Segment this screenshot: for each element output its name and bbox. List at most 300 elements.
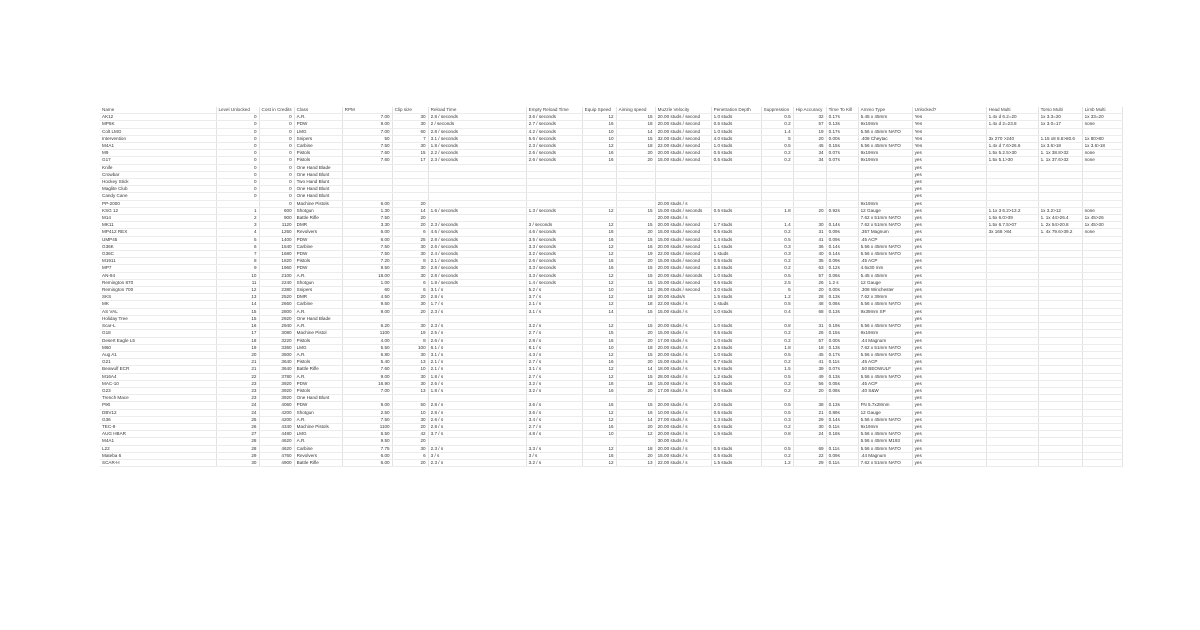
- table-cell[interactable]: 5.56 x 45mm NATO: [858, 128, 912, 135]
- table-cell[interactable]: 4.6 / seconds: [428, 229, 526, 236]
- table-cell[interactable]: 15: [616, 279, 655, 286]
- table-cell[interactable]: Yes: [912, 121, 986, 128]
- column-header[interactable]: Penetration Depth: [711, 107, 761, 114]
- table-cell[interactable]: 0: [259, 171, 294, 178]
- table-cell[interactable]: 15: [616, 308, 655, 315]
- table-cell[interactable]: 12: [582, 272, 616, 279]
- table-cell[interactable]: 19: [216, 344, 259, 351]
- table-cell[interactable]: 7: [216, 251, 259, 258]
- table-cell[interactable]: 0.5 studs: [711, 445, 761, 452]
- table-cell[interactable]: 4: [216, 229, 259, 236]
- table-cell[interactable]: [858, 164, 912, 171]
- table-cell[interactable]: [1038, 402, 1082, 409]
- table-cell[interactable]: 24: [216, 402, 259, 409]
- table-cell[interactable]: [1082, 416, 1122, 423]
- table-cell[interactable]: [1082, 366, 1122, 373]
- table-cell[interactable]: [711, 186, 761, 193]
- table-cell[interactable]: [1038, 265, 1082, 272]
- table-cell[interactable]: 0: [259, 200, 294, 207]
- table-cell[interactable]: yes: [912, 258, 986, 265]
- table-cell[interactable]: [1082, 243, 1122, 250]
- table-cell[interactable]: [1038, 308, 1082, 315]
- table-cell[interactable]: 30: [392, 373, 428, 380]
- table-cell[interactable]: [428, 171, 526, 178]
- table-cell[interactable]: 0.2: [761, 330, 793, 337]
- table-cell[interactable]: [616, 395, 655, 402]
- table-cell[interactable]: 30: [392, 301, 428, 308]
- table-cell[interactable]: 15.00 studs / second: [655, 157, 711, 164]
- table-cell[interactable]: 9.00: [342, 308, 392, 315]
- table-cell[interactable]: [1038, 294, 1082, 301]
- table-cell[interactable]: 1.2: [761, 294, 793, 301]
- table-cell[interactable]: 30: [392, 272, 428, 279]
- table-cell[interactable]: One Hand Blunt: [294, 171, 342, 178]
- table-cell[interactable]: 3.5 / seconds: [526, 236, 582, 243]
- table-cell[interactable]: 5.56 x 45mm NATO: [858, 243, 912, 250]
- table-cell[interactable]: Crowbar: [100, 171, 216, 178]
- table-cell[interactable]: [428, 200, 526, 207]
- table-cell[interactable]: 3.2 / s: [526, 459, 582, 466]
- table-cell[interactable]: 0.17s: [826, 351, 858, 358]
- table-cell[interactable]: [428, 186, 526, 193]
- table-cell[interactable]: 22.00 studs / second: [655, 143, 711, 150]
- table-cell[interactable]: 20.00 studs / second: [655, 128, 711, 135]
- table-cell[interactable]: yes: [912, 359, 986, 366]
- table-cell[interactable]: 3920: [259, 380, 294, 387]
- table-cell[interactable]: 6: [392, 229, 428, 236]
- table-cell[interactable]: [216, 200, 259, 207]
- table-cell[interactable]: [986, 308, 1038, 315]
- table-cell[interactable]: [392, 186, 428, 193]
- table-cell[interactable]: [986, 395, 1038, 402]
- table-cell[interactable]: 41: [793, 359, 826, 366]
- table-cell[interactable]: .40 S&W: [858, 387, 912, 394]
- table-cell[interactable]: 3.1 / seconds: [428, 135, 526, 142]
- table-cell[interactable]: [582, 395, 616, 402]
- table-cell[interactable]: 0.11s: [826, 359, 858, 366]
- table-cell[interactable]: 8: [216, 258, 259, 265]
- table-cell[interactable]: [761, 215, 793, 222]
- table-cell[interactable]: 15.00 studs / s: [655, 380, 711, 387]
- table-cell[interactable]: 16: [582, 423, 616, 430]
- table-cell[interactable]: 15: [392, 150, 428, 157]
- table-cell[interactable]: 1.4: [761, 128, 793, 135]
- table-cell[interactable]: yes: [912, 272, 986, 279]
- table-cell[interactable]: 1.3 studs: [711, 416, 761, 423]
- table-cell[interactable]: 0.14s: [826, 222, 858, 229]
- table-cell[interactable]: [1082, 193, 1122, 200]
- table-cell[interactable]: [1038, 301, 1082, 308]
- table-cell[interactable]: 2.3 / seconds: [428, 157, 526, 164]
- table-cell[interactable]: 2.1 / s: [428, 359, 526, 366]
- table-cell[interactable]: 28: [216, 445, 259, 452]
- table-cell[interactable]: 2.6 / seconds: [526, 150, 582, 157]
- table-cell[interactable]: 2.8 / seconds: [428, 114, 526, 121]
- table-cell[interactable]: 20.00 studs / second: [655, 114, 711, 121]
- table-cell[interactable]: 20: [392, 438, 428, 445]
- table-cell[interactable]: 0.06s: [826, 272, 858, 279]
- table-cell[interactable]: 3500: [259, 351, 294, 358]
- table-cell[interactable]: 30: [392, 265, 428, 272]
- table-cell[interactable]: [1038, 193, 1082, 200]
- table-cell[interactable]: [1082, 272, 1122, 279]
- table-cell[interactable]: 0: [216, 135, 259, 142]
- table-cell[interactable]: One Hand Blunt: [294, 193, 342, 200]
- table-cell[interactable]: [986, 351, 1038, 358]
- table-cell[interactable]: [711, 164, 761, 171]
- table-cell[interactable]: 6.00: [342, 452, 392, 459]
- table-cell[interactable]: [616, 193, 655, 200]
- table-cell[interactable]: 39: [793, 366, 826, 373]
- table-cell[interactable]: [793, 186, 826, 193]
- table-cell[interactable]: yes: [912, 279, 986, 286]
- table-cell[interactable]: 0.2: [761, 150, 793, 157]
- table-cell[interactable]: 6: [216, 243, 259, 250]
- table-cell[interactable]: Pistols: [294, 337, 342, 344]
- table-cell[interactable]: 20: [616, 229, 655, 236]
- table-cell[interactable]: 0.5: [761, 236, 793, 243]
- table-cell[interactable]: LMG: [294, 431, 342, 438]
- table-cell[interactable]: 19: [392, 330, 428, 337]
- table-cell[interactable]: 1 studs: [711, 301, 761, 308]
- table-cell[interactable]: 20: [392, 215, 428, 222]
- table-cell[interactable]: yes: [912, 308, 986, 315]
- table-cell[interactable]: [711, 179, 761, 186]
- table-cell[interactable]: 18.00 studs / s: [655, 366, 711, 373]
- table-cell[interactable]: AN-94: [100, 272, 216, 279]
- table-cell[interactable]: 11: [216, 279, 259, 286]
- table-cell[interactable]: yes: [912, 351, 986, 358]
- table-cell[interactable]: M4A1: [100, 143, 216, 150]
- column-header[interactable]: Class: [294, 107, 342, 114]
- table-cell[interactable]: 3.3 / seconds: [526, 243, 582, 250]
- table-cell[interactable]: 5.56 x 45mm M193: [858, 438, 912, 445]
- table-cell[interactable]: 15.00 studs / second: [655, 229, 711, 236]
- table-cell[interactable]: 16: [582, 265, 616, 272]
- table-cell[interactable]: 22: [793, 452, 826, 459]
- table-cell[interactable]: 15.00 studs / s: [655, 452, 711, 459]
- table-cell[interactable]: [1038, 200, 1082, 207]
- table-cell[interactable]: [582, 193, 616, 200]
- table-cell[interactable]: [826, 438, 858, 445]
- table-cell[interactable]: 1x 3.6>18: [1038, 143, 1082, 150]
- table-cell[interactable]: 20: [392, 294, 428, 301]
- table-cell[interactable]: 10: [582, 344, 616, 351]
- table-cell[interactable]: M60: [100, 344, 216, 351]
- table-cell[interactable]: DMR: [294, 294, 342, 301]
- table-cell[interactable]: Shotgun: [294, 207, 342, 214]
- table-cell[interactable]: 45: [793, 143, 826, 150]
- table-cell[interactable]: 5.56 x 45mm NATO: [858, 143, 912, 150]
- table-cell[interactable]: none: [1082, 157, 1122, 164]
- table-cell[interactable]: [1082, 265, 1122, 272]
- table-cell[interactable]: 0.09s: [826, 452, 858, 459]
- table-cell[interactable]: 18: [616, 121, 655, 128]
- table-cell[interactable]: 3.1 / s: [526, 308, 582, 315]
- table-cell[interactable]: [1082, 330, 1122, 337]
- table-cell[interactable]: 30: [392, 121, 428, 128]
- table-cell[interactable]: M14: [100, 215, 216, 222]
- table-cell[interactable]: [986, 279, 1038, 286]
- table-cell[interactable]: 17: [216, 330, 259, 337]
- table-cell[interactable]: 3.2 / s: [526, 380, 582, 387]
- table-cell[interactable]: 5.6 / seconds: [526, 135, 582, 142]
- table-cell[interactable]: 5.56 x 45mm NATO: [858, 373, 912, 380]
- table-cell[interactable]: 0: [259, 186, 294, 193]
- table-cell[interactable]: 2.5: [761, 279, 793, 286]
- table-cell[interactable]: MAC-10: [100, 380, 216, 387]
- table-cell[interactable]: 4.3 / s: [526, 351, 582, 358]
- table-cell[interactable]: 0.2: [761, 423, 793, 430]
- table-cell[interactable]: 20.00 studs / s: [655, 431, 711, 438]
- table-cell[interactable]: [1038, 409, 1082, 416]
- table-cell[interactable]: 15.00 studs / second: [655, 279, 711, 286]
- table-cell[interactable]: 0.5 studs: [711, 409, 761, 416]
- table-cell[interactable]: 7.62 x 51mm NATO: [858, 222, 912, 229]
- table-cell[interactable]: 900: [259, 215, 294, 222]
- table-cell[interactable]: [1038, 416, 1082, 423]
- table-cell[interactable]: yes: [912, 330, 986, 337]
- table-cell[interactable]: One Hand Blunt: [294, 395, 342, 402]
- table-cell[interactable]: [526, 186, 582, 193]
- table-cell[interactable]: [1082, 395, 1122, 402]
- table-cell[interactable]: 0: [259, 114, 294, 121]
- table-cell[interactable]: 12 Gauge: [858, 207, 912, 214]
- table-cell[interactable]: G36C: [100, 251, 216, 258]
- table-cell[interactable]: 0.15s: [826, 330, 858, 337]
- table-cell[interactable]: 20.00 studs / s: [655, 323, 711, 330]
- table-cell[interactable]: 0.5 studs: [711, 279, 761, 286]
- table-cell[interactable]: .357 Magnum: [858, 229, 912, 236]
- table-cell[interactable]: 1x 45>30: [1082, 222, 1122, 229]
- table-cell[interactable]: 32.00 studs / second: [655, 135, 711, 142]
- table-cell[interactable]: [582, 164, 616, 171]
- table-cell[interactable]: 0: [259, 193, 294, 200]
- column-header[interactable]: RPM: [342, 107, 392, 114]
- table-cell[interactable]: MP5K: [100, 121, 216, 128]
- table-cell[interactable]: P90: [100, 402, 216, 409]
- table-cell[interactable]: 3.1 / s: [428, 287, 526, 294]
- table-cell[interactable]: yes: [912, 215, 986, 222]
- table-cell[interactable]: 22.00 studs / s: [655, 459, 711, 466]
- table-cell[interactable]: [986, 301, 1038, 308]
- table-cell[interactable]: Machine Pistol: [294, 330, 342, 337]
- table-cell[interactable]: [1038, 387, 1082, 394]
- table-cell[interactable]: LMG: [294, 344, 342, 351]
- column-header[interactable]: Reload Time: [428, 107, 526, 114]
- table-cell[interactable]: [986, 366, 1038, 373]
- table-cell[interactable]: 5.56 x 45mm NATO: [858, 251, 912, 258]
- table-cell[interactable]: 2.7 / s: [526, 359, 582, 366]
- table-cell[interactable]: [616, 215, 655, 222]
- table-cell[interactable]: 1.0 studs: [711, 272, 761, 279]
- table-cell[interactable]: 1.5x 6.0>39: [986, 215, 1038, 222]
- table-cell[interactable]: Pistols: [294, 150, 342, 157]
- table-cell[interactable]: 4480: [259, 431, 294, 438]
- table-cell[interactable]: 0: [216, 186, 259, 193]
- table-cell[interactable]: 1.4: [761, 222, 793, 229]
- table-cell[interactable]: 20: [616, 387, 655, 394]
- table-cell[interactable]: A.R.: [294, 308, 342, 315]
- table-cell[interactable]: [858, 315, 912, 322]
- table-cell[interactable]: 16: [582, 359, 616, 366]
- column-header[interactable]: Torso Multi: [1038, 107, 1082, 114]
- table-cell[interactable]: 20: [616, 330, 655, 337]
- table-cell[interactable]: 27: [216, 431, 259, 438]
- table-cell[interactable]: Machine Pistols: [294, 423, 342, 430]
- table-cell[interactable]: 0.2: [761, 387, 793, 394]
- table-cell[interactable]: 32: [793, 114, 826, 121]
- table-cell[interactable]: yes: [912, 459, 986, 466]
- table-cell[interactable]: 24: [216, 409, 259, 416]
- table-cell[interactable]: Snipers: [294, 287, 342, 294]
- table-cell[interactable]: [826, 315, 858, 322]
- table-cell[interactable]: 13: [392, 387, 428, 394]
- table-cell[interactable]: [655, 179, 711, 186]
- table-cell[interactable]: 4200: [259, 416, 294, 423]
- table-cell[interactable]: yes: [912, 315, 986, 322]
- table-cell[interactable]: AS VAL: [100, 308, 216, 315]
- table-cell[interactable]: 5.50: [342, 344, 392, 351]
- table-cell[interactable]: 16: [582, 236, 616, 243]
- table-cell[interactable]: .408 Cheytac: [858, 135, 912, 142]
- table-cell[interactable]: G36: [100, 416, 216, 423]
- table-cell[interactable]: 12: [616, 431, 655, 438]
- table-cell[interactable]: 2.3 / s: [428, 459, 526, 466]
- table-cell[interactable]: 16: [582, 121, 616, 128]
- table-cell[interactable]: yes: [912, 431, 986, 438]
- table-cell[interactable]: 20.00 studs / second: [655, 150, 711, 157]
- table-cell[interactable]: 30: [392, 251, 428, 258]
- table-cell[interactable]: 1.8: [761, 344, 793, 351]
- table-cell[interactable]: 22.00 studs / s: [655, 301, 711, 308]
- table-cell[interactable]: 2100: [259, 272, 294, 279]
- table-cell[interactable]: yes: [912, 294, 986, 301]
- table-cell[interactable]: 0.11s: [826, 459, 858, 466]
- table-cell[interactable]: 15.00 studs / s: [655, 308, 711, 315]
- table-cell[interactable]: 1.4x d 6.2=20: [986, 114, 1038, 121]
- table-cell[interactable]: 12: [582, 243, 616, 250]
- table-cell[interactable]: [392, 171, 428, 178]
- table-cell[interactable]: 12: [582, 373, 616, 380]
- table-cell[interactable]: [826, 186, 858, 193]
- table-cell[interactable]: 0.13s: [826, 402, 858, 409]
- table-cell[interactable]: 20.00 studs / second: [655, 121, 711, 128]
- table-cell[interactable]: [1038, 366, 1082, 373]
- table-cell[interactable]: UMP45: [100, 236, 216, 243]
- table-cell[interactable]: 0.8: [761, 431, 793, 438]
- table-cell[interactable]: Pistols: [294, 157, 342, 164]
- table-cell[interactable]: yes: [912, 200, 986, 207]
- table-cell[interactable]: 35: [793, 258, 826, 265]
- table-cell[interactable]: yes: [912, 193, 986, 200]
- table-cell[interactable]: 12: [582, 294, 616, 301]
- table-cell[interactable]: 16: [216, 323, 259, 330]
- table-cell[interactable]: 57: [793, 337, 826, 344]
- table-cell[interactable]: 12: [216, 287, 259, 294]
- table-cell[interactable]: 13: [216, 294, 259, 301]
- table-cell[interactable]: 0.5 studs: [711, 207, 761, 214]
- table-cell[interactable]: [428, 179, 526, 186]
- table-cell[interactable]: MK: [100, 301, 216, 308]
- table-cell[interactable]: A.R.: [294, 351, 342, 358]
- table-cell[interactable]: 1.5x 6.7.5>07: [986, 222, 1038, 229]
- table-cell[interactable]: [793, 215, 826, 222]
- table-cell[interactable]: 0.2: [761, 337, 793, 344]
- table-cell[interactable]: 0.5 studs: [711, 258, 761, 265]
- table-cell[interactable]: 1. 1x 37.6>32: [1038, 157, 1082, 164]
- table-cell[interactable]: 0.14s: [826, 416, 858, 423]
- table-cell[interactable]: 4900: [259, 459, 294, 466]
- table-cell[interactable]: DBV12: [100, 409, 216, 416]
- table-cell[interactable]: 7: [392, 135, 428, 142]
- table-cell[interactable]: PDW: [294, 380, 342, 387]
- table-cell[interactable]: 0.09s: [826, 229, 858, 236]
- table-cell[interactable]: 18: [616, 344, 655, 351]
- table-cell[interactable]: 12: [582, 301, 616, 308]
- table-cell[interactable]: Shotgun: [294, 409, 342, 416]
- table-cell[interactable]: 5.2 / s: [526, 287, 582, 294]
- table-cell[interactable]: 0.09s: [826, 258, 858, 265]
- table-cell[interactable]: 0.3: [761, 416, 793, 423]
- table-cell[interactable]: [526, 193, 582, 200]
- table-cell[interactable]: [392, 179, 428, 186]
- table-cell[interactable]: [342, 164, 392, 171]
- table-cell[interactable]: 0.5: [761, 351, 793, 358]
- table-cell[interactable]: 4.2 / seconds: [526, 128, 582, 135]
- table-cell[interactable]: PDW: [294, 236, 342, 243]
- table-cell[interactable]: yes: [912, 402, 986, 409]
- table-cell[interactable]: 2.8 / s: [428, 402, 526, 409]
- table-cell[interactable]: [1082, 164, 1122, 171]
- table-cell[interactable]: [986, 164, 1038, 171]
- table-cell[interactable]: 2.5 / s: [428, 330, 526, 337]
- table-cell[interactable]: 8: [392, 258, 428, 265]
- table-cell[interactable]: 1.8 / s: [428, 387, 526, 394]
- table-cell[interactable]: [526, 171, 582, 178]
- table-cell[interactable]: 7.50: [342, 143, 392, 150]
- table-cell[interactable]: [1082, 200, 1122, 207]
- table-cell[interactable]: [986, 387, 1038, 394]
- table-cell[interactable]: .308 Winchester: [858, 287, 912, 294]
- table-cell[interactable]: 0.18s: [826, 431, 858, 438]
- table-cell[interactable]: 12: [582, 251, 616, 258]
- table-cell[interactable]: 20: [793, 287, 826, 294]
- table-cell[interactable]: 1.5 studs: [711, 431, 761, 438]
- table-cell[interactable]: [986, 193, 1038, 200]
- table-cell[interactable]: 15.00 studs / s: [655, 359, 711, 366]
- table-cell[interactable]: 19: [793, 128, 826, 135]
- table-cell[interactable]: 1.5x 5.2.5>30: [986, 150, 1038, 157]
- table-cell[interactable]: [1038, 452, 1082, 459]
- table-cell[interactable]: PDW: [294, 265, 342, 272]
- table-cell[interactable]: 22: [216, 373, 259, 380]
- table-cell[interactable]: [342, 395, 392, 402]
- table-cell[interactable]: 17: [392, 157, 428, 164]
- table-cell[interactable]: 20: [616, 423, 655, 430]
- table-cell[interactable]: 30: [793, 423, 826, 430]
- table-cell[interactable]: yes: [912, 186, 986, 193]
- table-cell[interactable]: 5.56 x 45mm NATO: [858, 445, 912, 452]
- table-cell[interactable]: 50: [342, 135, 392, 142]
- table-cell[interactable]: 0.07s: [826, 150, 858, 157]
- table-cell[interactable]: [1038, 423, 1082, 430]
- table-cell[interactable]: 0.17s: [826, 128, 858, 135]
- table-cell[interactable]: 49: [793, 373, 826, 380]
- table-cell[interactable]: yes: [912, 243, 986, 250]
- table-cell[interactable]: Yes: [912, 143, 986, 150]
- table-cell[interactable]: [858, 395, 912, 402]
